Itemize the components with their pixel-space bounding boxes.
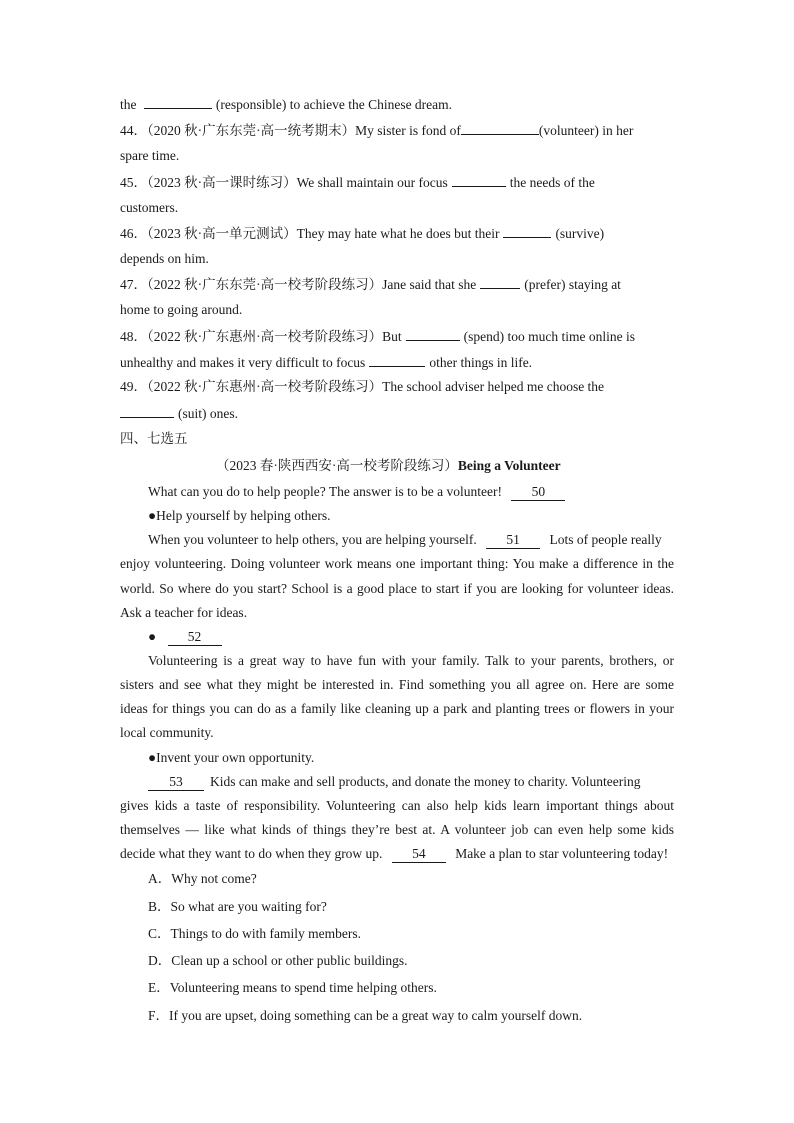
q48-text: But — [382, 329, 402, 344]
q47-number: 47． — [120, 277, 147, 292]
passage-title: Being a Volunteer — [457, 458, 561, 473]
option-text: Why not come? — [171, 871, 257, 886]
option-f[interactable] — [148, 1007, 582, 1025]
heading-invent: ●Invent your own opportunity. — [148, 750, 315, 765]
option-letter: D． — [148, 953, 172, 968]
q49-text: The school adviser helped me choose the — [382, 379, 605, 394]
option-text: Things to do with family members. — [170, 926, 361, 941]
option-text: If you are upset, doing something can be a great way to calm yourself down. — [169, 1008, 583, 1023]
q48-second-blank[interactable] — [369, 353, 425, 367]
blank-53[interactable]: 53 — [148, 774, 204, 791]
q48-cont-text: unhealthy and makes it very difficult to focus — [120, 355, 366, 370]
option-letter: E． — [148, 980, 170, 995]
passage-p1 — [148, 483, 565, 501]
passage-p3-line2: sisters and see what they might be interested in. Find something you all agree on. Here are some — [120, 677, 674, 692]
q46-text: They may hate what he does but their — [296, 226, 500, 241]
p2-text-a: When you volunteer to help others, you are helping yourself. — [148, 532, 477, 547]
q44-number: 44． — [120, 123, 147, 138]
q48-hint: (spend) too much time online is — [463, 329, 635, 344]
q48-cont-after: other things in life. — [429, 355, 533, 370]
heading-help-yourself: ●Help yourself by helping others. — [148, 508, 331, 523]
q49-source: （2022 秋·广东惠州·高一校考阶段练习） — [147, 379, 383, 394]
question-47 — [120, 275, 621, 294]
q44-source: （2020 秋·广东东莞·高一统考期末） — [147, 123, 356, 138]
blank-50[interactable]: 50 — [511, 484, 565, 501]
option-text: So what are you waiting for? — [170, 899, 327, 914]
option-b[interactable] — [148, 898, 327, 916]
question-46 — [120, 224, 604, 243]
p4-text-e: Make a plan to star volunteering today! — [455, 846, 669, 861]
p4-text-d: decide what they want to do when they grow up. — [120, 846, 383, 861]
passage-p2-line3: world. So where do you start? School is a good place to start if you are looking for volunteer ideas. — [120, 581, 674, 596]
q46-hint: (survive) — [555, 226, 605, 241]
option-letter: C． — [148, 926, 171, 941]
q47-text: Jane said that she — [382, 277, 477, 292]
q43-answer-blank[interactable] — [144, 95, 212, 109]
option-e[interactable] — [148, 979, 437, 997]
option-letter: B． — [148, 899, 171, 914]
passage-p3-line1: Volunteering is a great way to have fun with your family. Talk to your parents, brothers, or — [148, 653, 674, 668]
q45-source: （2023 秋·高一课时练习） — [147, 175, 297, 190]
passage-p2-line4: Ask a teacher for ideas. — [120, 605, 248, 620]
q45-continuation: customers. — [120, 200, 179, 215]
q43-continuation — [120, 95, 452, 114]
passage-p4-line3: themselves — like what kinds of things they’re best at. A volunteer job can even help some kids — [120, 822, 674, 837]
q44-hint: (volunteer) in her — [538, 123, 634, 138]
q48-answer-blank[interactable] — [406, 327, 460, 341]
heading-52 — [148, 628, 222, 646]
option-a[interactable] — [148, 870, 257, 888]
q47-hint: (prefer) staying at — [524, 277, 621, 292]
blank-54[interactable]: 54 — [392, 846, 446, 863]
question-44 — [120, 121, 633, 140]
q47-answer-blank[interactable] — [480, 275, 520, 289]
q43-hint: (responsible) to achieve the Chinese dream. — [215, 97, 453, 112]
option-letter: F． — [148, 1008, 170, 1023]
q49-continuation — [120, 404, 238, 423]
q47-continuation: home to going around. — [120, 302, 243, 317]
passage-p2-line2: enjoy volunteering. Doing volunteer work means one important thing: You make a difference in the — [120, 556, 674, 571]
q46-answer-blank[interactable] — [503, 224, 551, 238]
option-letter: A． — [148, 871, 172, 886]
q45-answer-blank[interactable] — [452, 173, 506, 187]
p1-text: What can you do to help people? The answer is to be a volunteer! — [148, 484, 503, 499]
q46-continuation: depends on him. — [120, 251, 209, 266]
q47-source: （2022 秋·广东东莞·高一校考阶段练习） — [147, 277, 383, 292]
passage-source: （2023 春·陕西西安·高一校考阶段练习） — [216, 458, 458, 473]
q48-source: （2022 秋·广东惠州·高一校考阶段练习） — [147, 329, 383, 344]
question-45 — [120, 173, 595, 192]
passage-heading — [216, 457, 561, 475]
q49-hint: (suit) ones. — [178, 406, 238, 421]
p2-text-b: Lots of people really — [549, 532, 662, 547]
passage-p4-line1 — [148, 773, 641, 791]
question-49 — [120, 378, 604, 396]
question-48 — [120, 327, 635, 346]
q49-answer-blank[interactable] — [120, 404, 174, 418]
option-d[interactable] — [148, 952, 407, 970]
q43-lead-text: the — [120, 97, 137, 112]
option-text: Clean up a school or other public buildings. — [171, 953, 408, 968]
section-title: 四、七选五 — [120, 431, 188, 446]
bullet-icon: ● — [148, 629, 157, 644]
passage-p4-line4 — [120, 845, 668, 863]
q45-after-text: the needs of the — [509, 175, 595, 190]
p4-text-a: Kids can make and sell products, and donate the money to charity. Volunteering — [210, 774, 641, 789]
passage-p4-line2: gives kids a taste of responsibility. Volunteering can also help kids learn important things about — [120, 798, 674, 813]
option-text: Volunteering means to spend time helping others. — [169, 980, 437, 995]
passage-p3-line4: local community. — [120, 725, 214, 740]
q44-continuation: spare time. — [120, 148, 180, 163]
q44-text: My sister is fond of — [355, 123, 461, 138]
q48-continuation — [120, 353, 532, 372]
passage-p3-line3: ideas for things you can do as a family like cleaning up a park and planting trees or flowers in your — [120, 701, 674, 716]
q46-source: （2023 秋·高一单元测试） — [147, 226, 297, 241]
q44-answer-blank[interactable] — [461, 121, 539, 135]
blank-52[interactable]: 52 — [168, 629, 222, 646]
q48-number: 48． — [120, 329, 147, 344]
blank-51[interactable]: 51 — [486, 532, 540, 549]
q45-text: We shall maintain our focus — [296, 175, 448, 190]
q46-number: 46． — [120, 226, 147, 241]
passage-p2-line1 — [148, 531, 662, 549]
option-c[interactable] — [148, 925, 361, 943]
q49-number: 49． — [120, 379, 147, 394]
q45-number: 45． — [120, 175, 147, 190]
